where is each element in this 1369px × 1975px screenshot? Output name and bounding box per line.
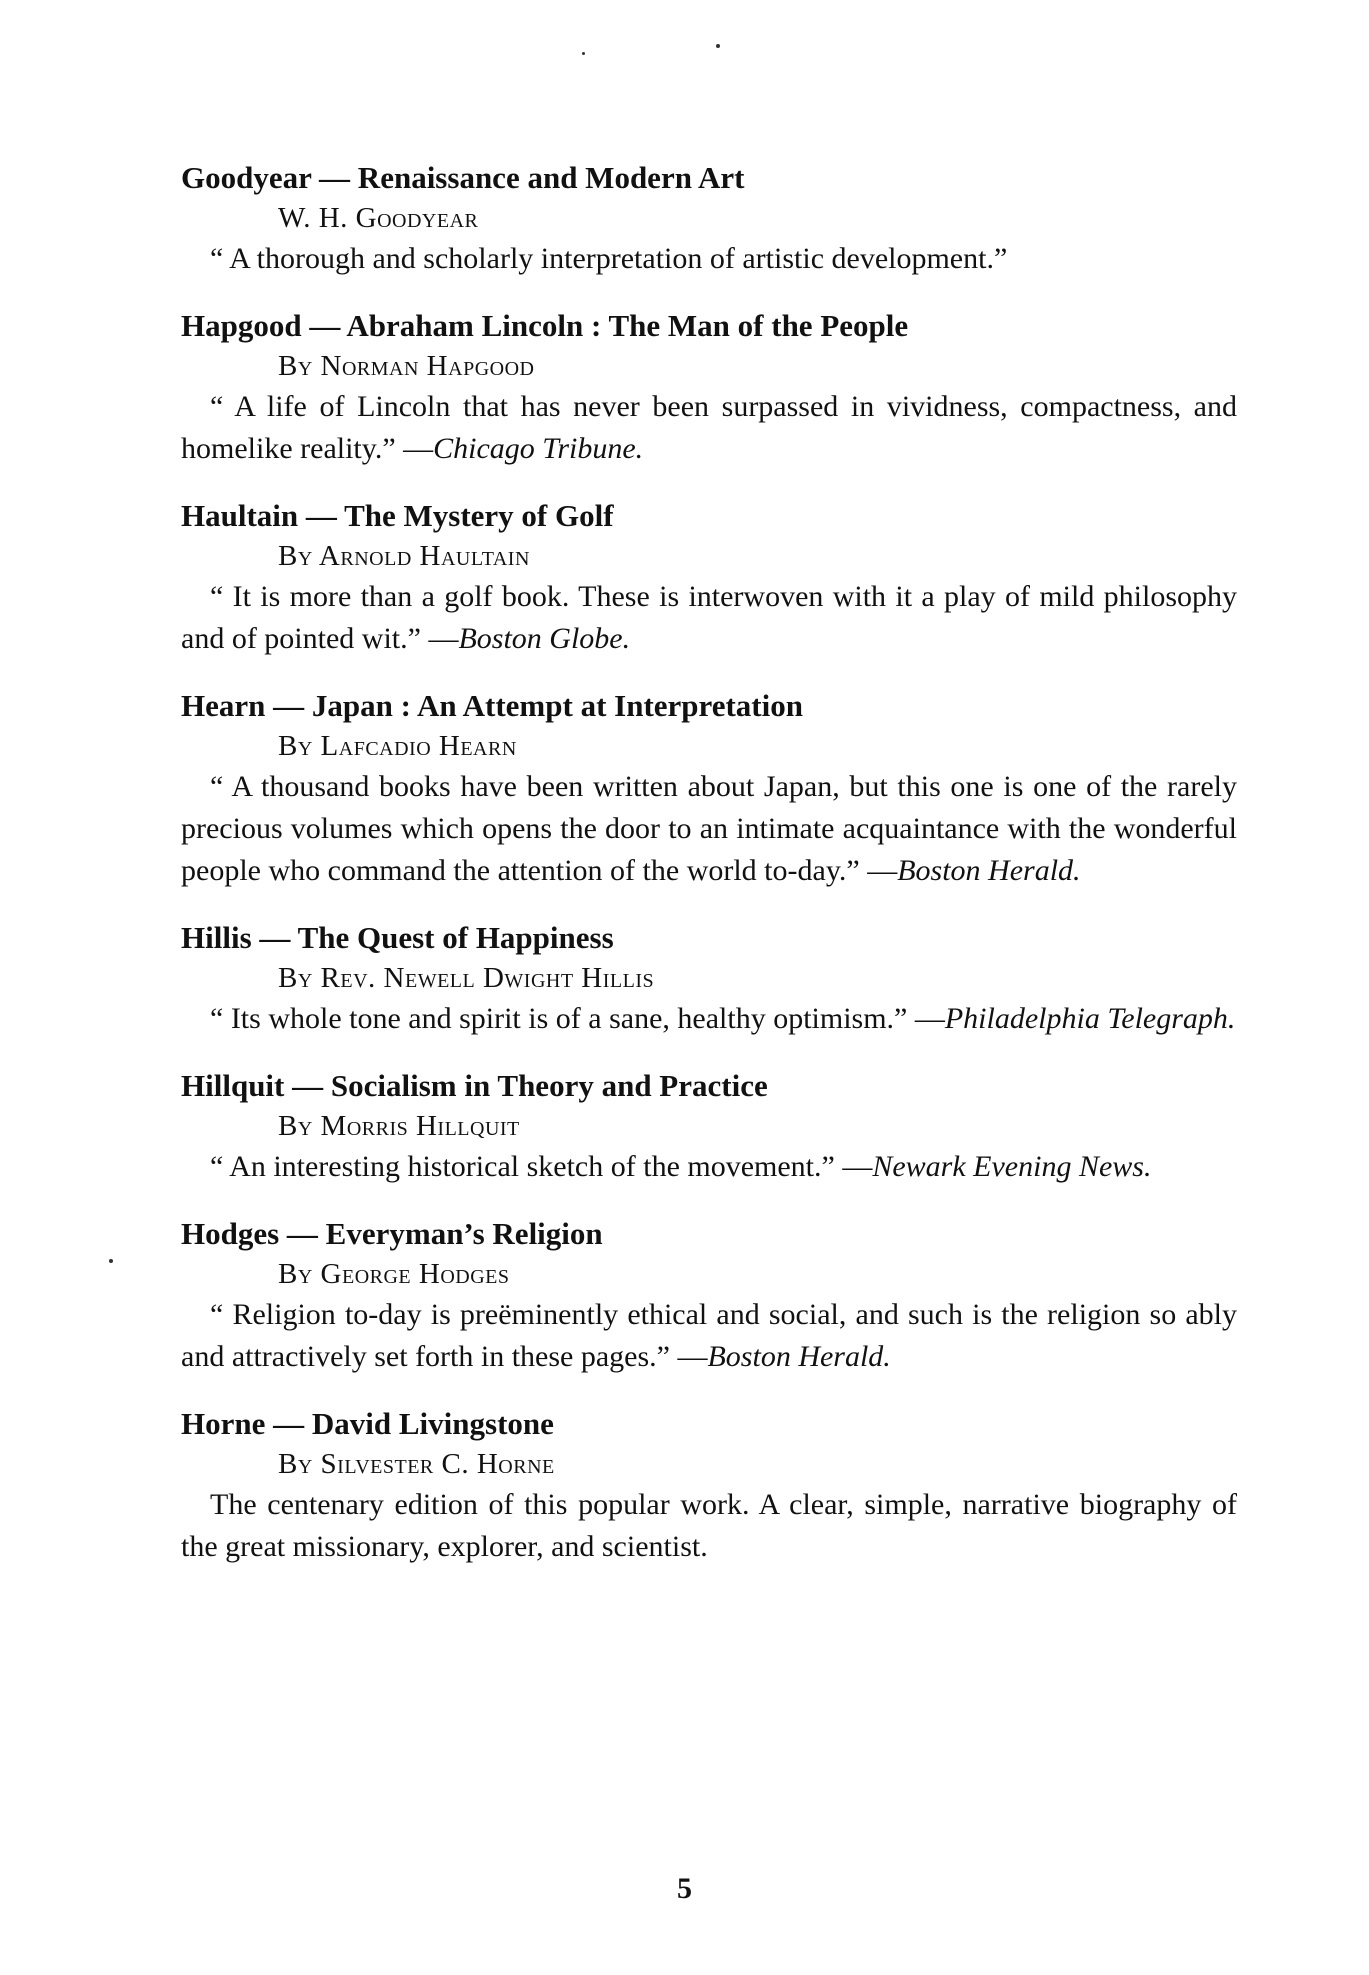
entry-heading: Haultain — The Mystery of Golf <box>181 498 614 533</box>
scan-speck <box>109 1259 113 1263</box>
quote-text: The centenary edition of this popular work. A clear, simple, narrative biography of the great missionary, explorer, and scientist. <box>181 1488 1237 1563</box>
entry-heading: Hillquit — Socialism in Theory and Practice <box>181 1068 768 1103</box>
catalog-entry <box>181 686 1237 892</box>
entry-author: By Norman Hapgood <box>278 350 535 382</box>
quote-text: “ An interesting historical sketch of the movement.” — <box>210 1150 873 1183</box>
scan-speck <box>582 52 585 55</box>
catalog-entry <box>181 496 1237 660</box>
entry-author: By George Hodges <box>278 1258 510 1290</box>
quote-text: “ A thousand books have been written about Japan, but this one is one of the rarely precious volumes which opens the door to an intimate acquaintance with the wonderful people who command the attention of the world to-day.” — <box>181 770 1237 887</box>
catalog-page <box>181 158 1237 1594</box>
entry-author: By Lafcadio Hearn <box>278 730 517 762</box>
scan-speck <box>716 44 720 48</box>
catalog-entry <box>181 918 1237 1040</box>
entry-author: By Arnold Haultain <box>278 540 530 572</box>
entry-heading: Hearn — Japan : An Attempt at Interpretation <box>181 688 803 723</box>
entry-quote <box>181 766 1237 892</box>
catalog-entry <box>181 1066 1237 1188</box>
quote-text: “ Religion to-day is preëminently ethical and social, and such is the religion so ably and attractively set forth in these pages.” — <box>181 1298 1237 1373</box>
entry-heading: Hapgood — Abraham Lincoln : The Man of the People <box>181 308 909 343</box>
entry-quote <box>181 386 1237 470</box>
entry-quote <box>181 1294 1237 1378</box>
quote-text: “ A life of Lincoln that has never been surpassed in vividness, compactness, and homelike reality.” — <box>181 390 1237 465</box>
entry-heading: Goodyear — Renaissance and Modern Art <box>181 160 745 195</box>
entry-quote <box>181 576 1237 660</box>
entry-quote <box>181 1484 1237 1568</box>
page-number: 5 <box>677 1872 692 1905</box>
entry-author: By Rev. Newell Dwight Hillis <box>278 962 655 994</box>
entry-heading: Hillis — The Quest of Happiness <box>181 920 614 955</box>
entry-quote <box>181 238 1237 280</box>
entry-heading: Horne — David Livingstone <box>181 1406 554 1441</box>
catalog-entry <box>181 1404 1237 1568</box>
entry-author: By Morris Hillquit <box>278 1110 520 1142</box>
catalog-entry <box>181 1214 1237 1378</box>
entry-quote <box>181 1146 1237 1188</box>
catalog-entry <box>181 306 1237 470</box>
quote-source: Boston Herald. <box>707 1340 891 1373</box>
quote-source: Chicago Tribune. <box>433 432 644 465</box>
entry-heading: Hodges — Everyman’s Religion <box>181 1216 603 1251</box>
quote-text: “ Its whole tone and spirit is of a sane, healthy optimism.” — <box>210 1002 945 1035</box>
quote-text: “ A thorough and scholarly interpretation of artistic development.” <box>210 242 1008 275</box>
catalog-entry <box>181 158 1237 280</box>
quote-source: Newark Evening News. <box>872 1150 1152 1183</box>
quote-source: Boston Herald. <box>897 854 1081 887</box>
entry-quote <box>181 998 1237 1040</box>
entry-author: By Silvester C. Horne <box>278 1448 555 1480</box>
quote-source: Philadelphia Telegraph. <box>944 1002 1236 1035</box>
entry-author: W. H. Goodyear <box>278 202 479 234</box>
quote-text: “ It is more than a golf book. These is interwoven with it a play of mild philosophy and of pointed wit.” — <box>181 580 1237 655</box>
quote-source: Boston Globe. <box>458 622 631 655</box>
